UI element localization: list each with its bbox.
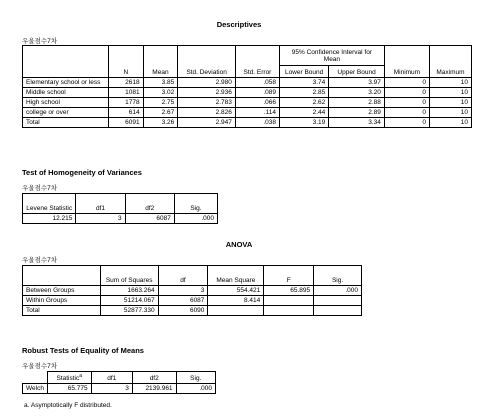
cell-sig [314, 306, 362, 316]
cell-lower: 2.62 [279, 98, 328, 108]
homogeneity-table [22, 193, 218, 224]
cell-n: 1081 [109, 88, 144, 98]
header-df2: df2 [125, 194, 174, 214]
cell-sig: .000 [314, 286, 362, 296]
cell-mean: 2.75 [143, 98, 178, 108]
cell-ms: 8.414 [208, 296, 264, 306]
table-row [23, 384, 216, 394]
header-sig: Sig. [176, 372, 215, 384]
header-mean: Mean [143, 46, 178, 78]
cell-min: 0 [384, 98, 429, 108]
cell-n: 1778 [109, 98, 144, 108]
header-upper: Upper Bound [329, 66, 385, 78]
robust-title: Robust Tests of Equality of Means [22, 346, 144, 355]
footnote-marker: a [79, 373, 83, 379]
cell-upper: 3.97 [329, 78, 385, 88]
cell-sig: .000 [174, 214, 217, 224]
header-df2: df2 [132, 372, 176, 384]
header-ss: Sum of Squares [100, 266, 158, 286]
cell-sd: 2.947 [178, 118, 236, 128]
robust-footnote: a. Asymptotically F distributed. [24, 402, 112, 409]
row-label: Total [23, 118, 109, 128]
anova-title: ANOVA [225, 240, 253, 249]
header-min: Minimum [384, 46, 429, 78]
row-label: Within Groups [23, 296, 101, 306]
cell-sd: 2.826 [178, 108, 236, 118]
cell-ms [208, 306, 264, 316]
table-row [23, 118, 472, 128]
cell-f [264, 306, 314, 316]
cell-mean: 3.02 [143, 88, 178, 98]
header-df: df [158, 266, 208, 286]
homogeneity-title: Test of Homogeneity of Variances [22, 168, 142, 177]
descriptives-table [22, 45, 472, 128]
robust-variable: 우울점수7차 [22, 363, 58, 370]
row-label: Elementary school or less [23, 78, 109, 88]
header-n: N [109, 46, 144, 78]
cell-df2: 2139.961 [132, 384, 176, 394]
descriptives-corner [23, 46, 109, 78]
row-label: college or over [23, 108, 109, 118]
table-row [23, 88, 472, 98]
cell-df2: 6087 [125, 214, 174, 224]
anova-corner [23, 266, 101, 286]
row-label: Total [23, 306, 101, 316]
table-row [23, 108, 472, 118]
cell-se: .058 [235, 78, 279, 88]
cell-min: 0 [384, 78, 429, 88]
cell-upper: 2.89 [329, 108, 385, 118]
cell-ms: 554.421 [208, 286, 264, 296]
cell-levene: 12.215 [23, 214, 76, 224]
cell-max: 10 [429, 118, 471, 128]
table-row [23, 78, 472, 88]
cell-f: 65.895 [264, 286, 314, 296]
cell-statistic: 65.775 [47, 384, 91, 394]
cell-lower: 2.85 [279, 88, 328, 98]
cell-upper: 3.20 [329, 88, 385, 98]
header-se: Std. Error [235, 46, 279, 78]
row-label: Between Groups [23, 286, 101, 296]
header-ci: 95% Confidence Interval for Mean [279, 46, 384, 66]
cell-ss: 52877.330 [100, 306, 158, 316]
robust-corner [23, 372, 48, 384]
header-sig: Sig. [174, 194, 217, 214]
cell-lower: 2.44 [279, 108, 328, 118]
cell-n: 2618 [109, 78, 144, 88]
cell-lower: 3.19 [279, 118, 328, 128]
cell-min: 0 [384, 88, 429, 98]
header-statistic [47, 372, 91, 384]
table-row [23, 286, 362, 296]
header-f: F [264, 266, 314, 286]
cell-min: 0 [384, 118, 429, 128]
robust-table [22, 371, 216, 394]
header-max: Maximum [429, 46, 471, 78]
cell-mean: 2.67 [143, 108, 178, 118]
cell-max: 10 [429, 78, 471, 88]
header-ms: Mean Square [208, 266, 264, 286]
cell-se: .038 [235, 118, 279, 128]
header-sd: Std. Deviation [178, 46, 236, 78]
cell-lower: 3.74 [279, 78, 328, 88]
header-lower: Lower Bound [279, 66, 328, 78]
row-label: Welch [23, 384, 48, 394]
cell-ss: 1663.264 [100, 286, 158, 296]
cell-mean: 3.85 [143, 78, 178, 88]
cell-n: 6091 [109, 118, 144, 128]
cell-df1: 3 [91, 384, 132, 394]
header-statistic-label: Statistic [56, 375, 80, 383]
cell-se: .066 [235, 98, 279, 108]
row-label: High school [23, 98, 109, 108]
cell-n: 614 [109, 108, 144, 118]
table-row [23, 296, 362, 306]
cell-sd: 2.936 [178, 88, 236, 98]
cell-sig [314, 296, 362, 306]
cell-sd: 2.783 [178, 98, 236, 108]
cell-sd: 2.980 [178, 78, 236, 88]
header-df1: df1 [76, 194, 125, 214]
descriptives-variable: 우울점수7차 [22, 38, 58, 45]
cell-max: 10 [429, 98, 471, 108]
anova-table [22, 265, 362, 316]
descriptives-title: Descriptives [216, 20, 262, 29]
anova-variable: 우울점수7차 [22, 257, 58, 264]
cell-upper: 3.34 [329, 118, 385, 128]
cell-se: .114 [235, 108, 279, 118]
cell-max: 10 [429, 88, 471, 98]
cell-se: .089 [235, 88, 279, 98]
cell-upper: 2.88 [329, 98, 385, 108]
table-row [23, 306, 362, 316]
cell-f [264, 296, 314, 306]
cell-df1: 3 [76, 214, 125, 224]
cell-min: 0 [384, 108, 429, 118]
header-df1: df1 [91, 372, 132, 384]
row-label: Middle school [23, 88, 109, 98]
homogeneity-variable: 우울점수7차 [22, 185, 58, 192]
table-row [23, 98, 472, 108]
cell-df: 3 [158, 286, 208, 296]
cell-df: 6090 [158, 306, 208, 316]
table-row [23, 214, 218, 224]
cell-mean: 3.26 [143, 118, 178, 128]
cell-sig: .000 [176, 384, 215, 394]
header-sig: Sig. [314, 266, 362, 286]
cell-ss: 51214.067 [100, 296, 158, 306]
cell-df: 6087 [158, 296, 208, 306]
cell-max: 10 [429, 108, 471, 118]
header-levene: Levene Statistic [23, 194, 76, 214]
